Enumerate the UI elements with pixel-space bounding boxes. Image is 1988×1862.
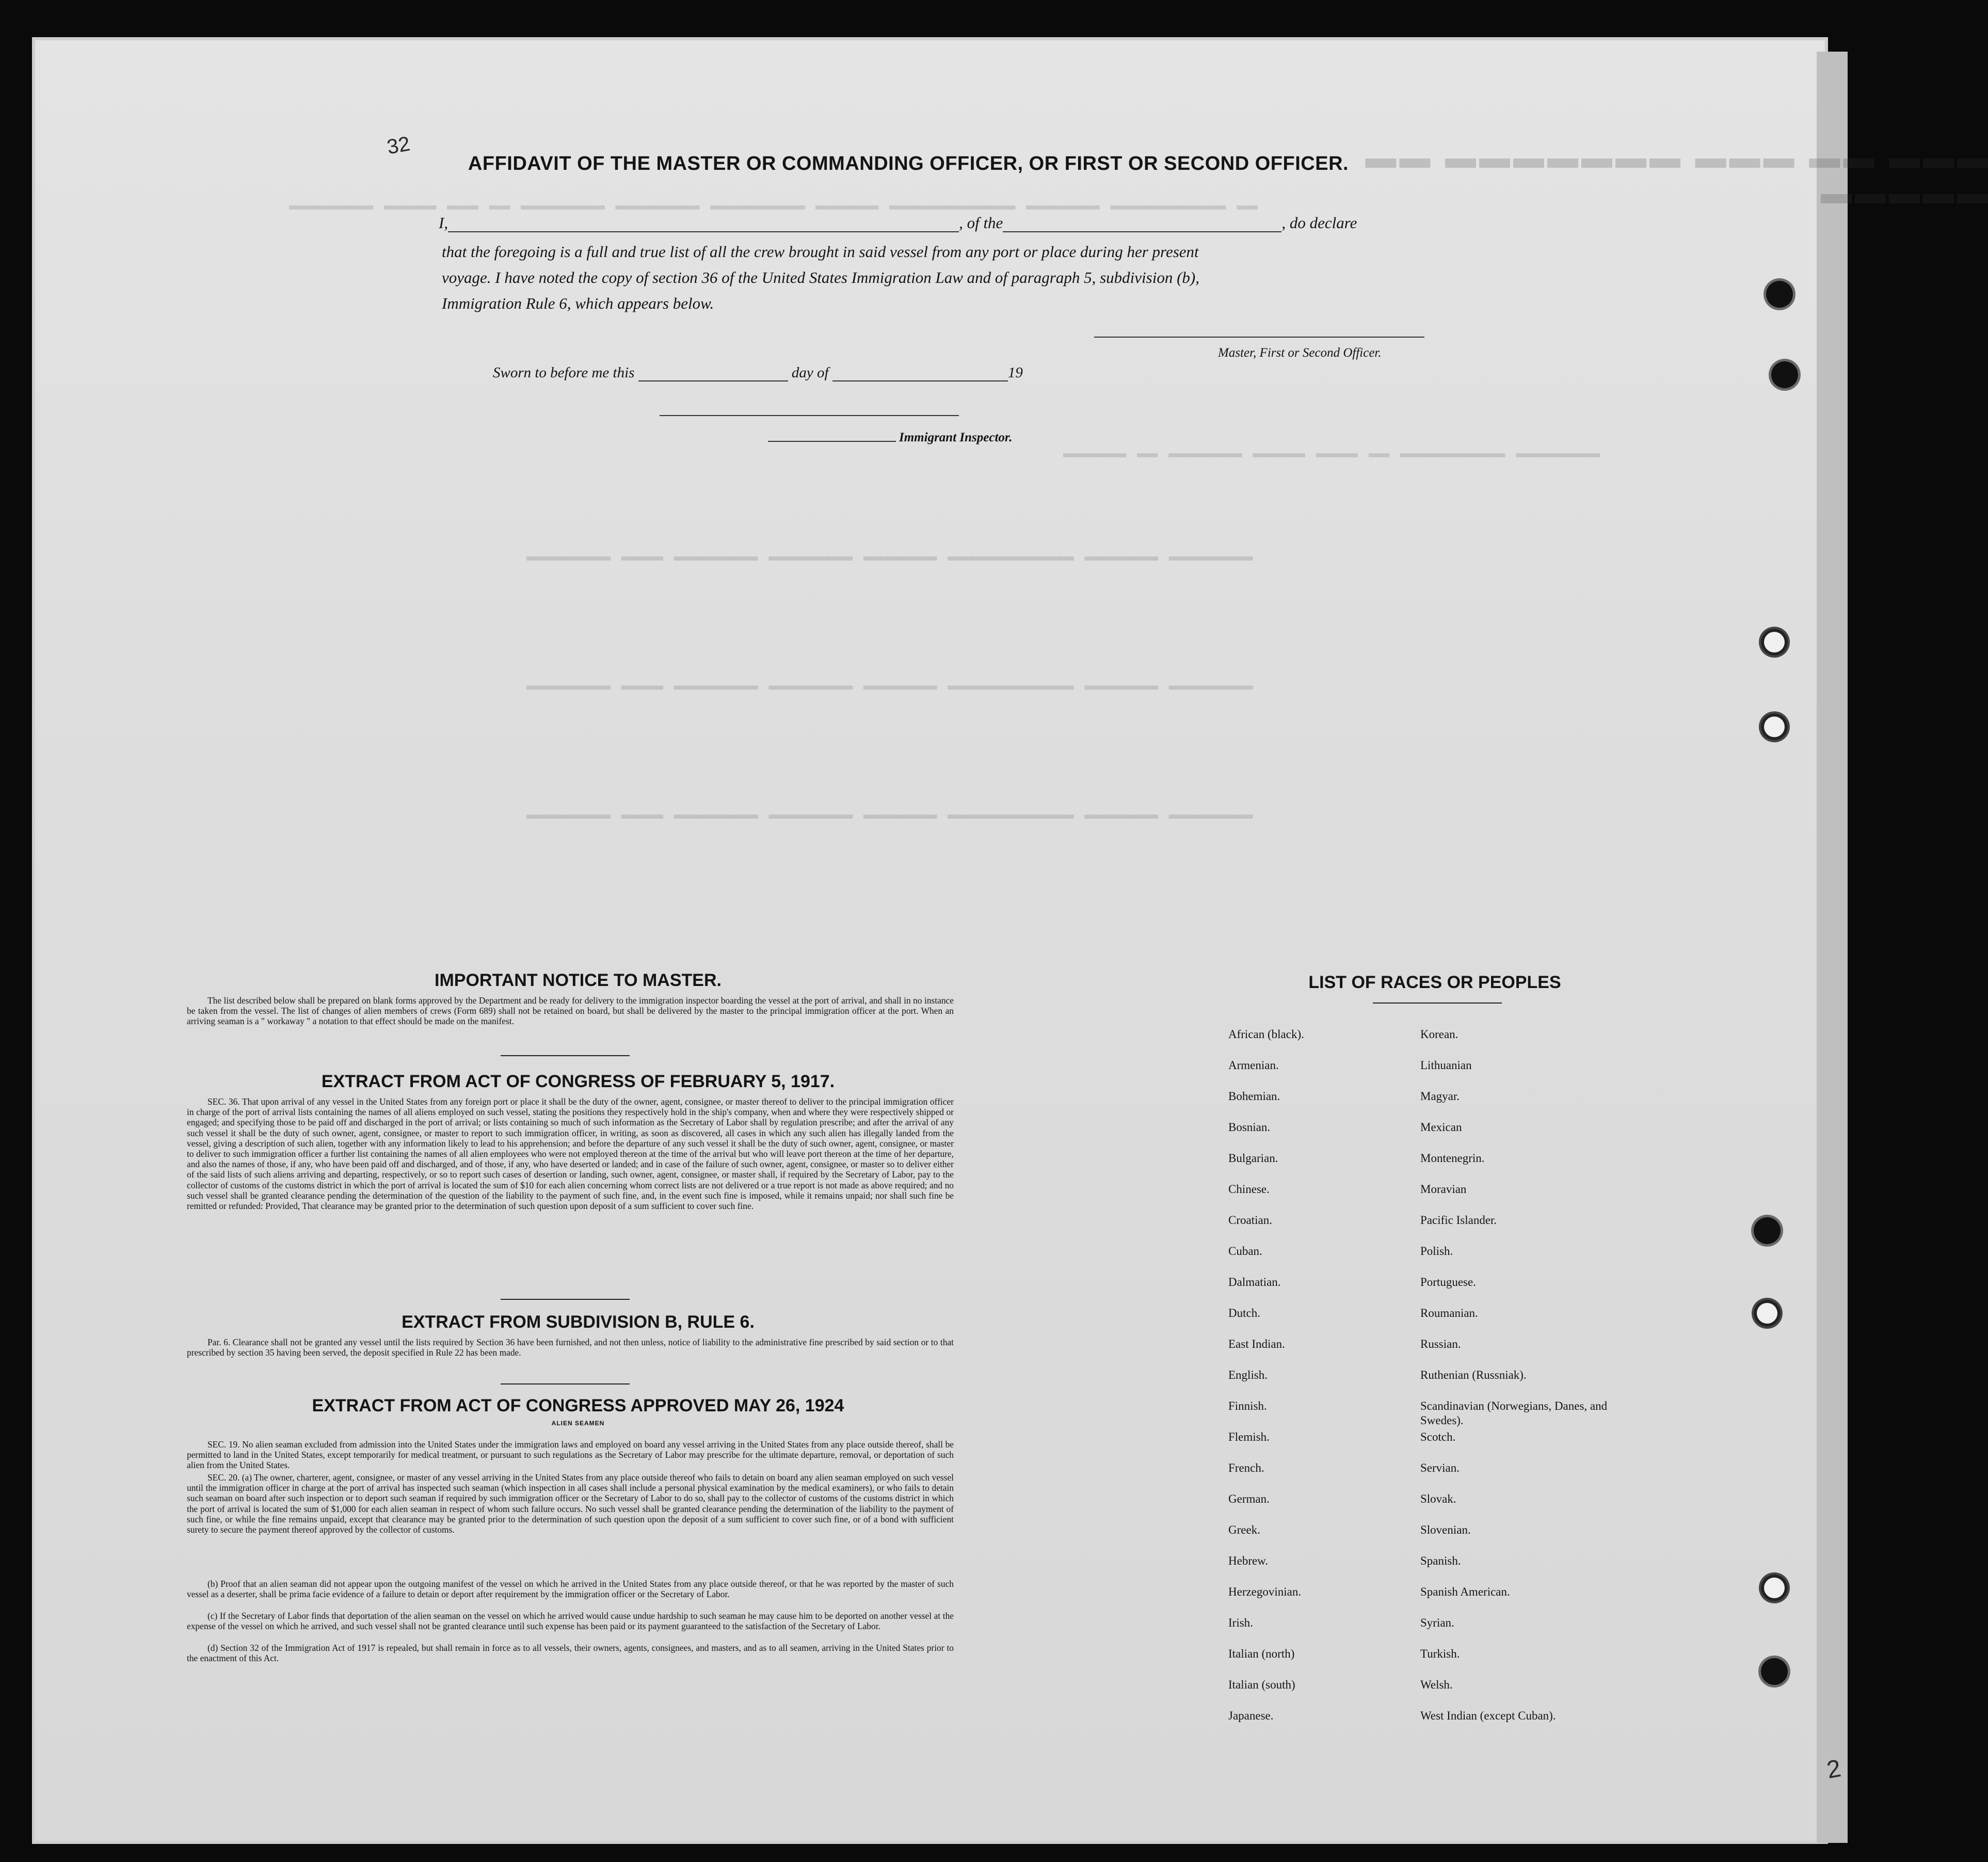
extract-1924-sec19: SEC. 19. No alien seaman excluded from admission into the United States under the immigration laws and employed on board any vessel arriving in the United States from any place outside thereof, shall be permitted to land in the United States, except temporarily for medical treatment, or pursuant to such regulations as the Secretary of Labor may prescribe for the ultimate departure, removal, or deportation of such alien from the United States. — [187, 1439, 954, 1471]
affidavit-line-2: that the foregoing is a full and true list of all the crew brought in said vessel from any port or place during her present — [442, 243, 1199, 261]
race-item: Welsh. — [1420, 1678, 1453, 1691]
section-divider — [501, 1383, 630, 1384]
section-divider — [501, 1299, 630, 1300]
extract-1924-sec20b: (b) Proof that an alien seaman did not appear upon the outgoing manifest of the vessel on which he arrived in the United States from any place outside thereof, or that he was reported by the master of such vessel as a deserter, shall be prima facie evidence of a failure to detain or deport after requirement by the immigration officer or the Secretary of Labor. — [187, 1579, 954, 1600]
affidavit-line-3: voyage. I have noted the copy of section 36 of the United States Immigration Law and of paragraph 5, subdivision (b), — [442, 268, 1199, 287]
race-item: Spanish American. — [1420, 1585, 1510, 1598]
race-item: Montenegrin. — [1420, 1152, 1485, 1165]
binder-hole — [1754, 1300, 1781, 1327]
race-item: Scotch. — [1420, 1430, 1456, 1443]
name-blank[interactable] — [448, 231, 959, 232]
sworn-text: day of — [791, 364, 829, 381]
section-divider — [501, 1055, 630, 1056]
binder-hole — [1761, 713, 1788, 740]
race-item: Polish. — [1420, 1245, 1453, 1258]
race-item: Ruthenian (Russniak). — [1420, 1368, 1527, 1381]
race-item: Spanish. — [1420, 1554, 1461, 1567]
race-item: Servian. — [1420, 1461, 1460, 1474]
vessel-blank[interactable] — [1003, 231, 1281, 232]
binder-hole — [1754, 1217, 1781, 1244]
bleed-through-line: ▬▬▬▬▬▬▬▬ ▬▬▬▬▬ ▬▬▬ ▬▬ ▬▬▬▬▬▬▬▬ ▬▬▬▬▬▬▬▬ ▬▬▬▬▬▬▬▬▬ ▬▬▬▬▬▬ ▬▬▬▬▬▬▬▬▬▬▬▬ ▬▬▬▬▬▬▬ ▬▬▬▬▬▬▬▬▬▬▬ ▬▬ — [289, 196, 1258, 216]
affidavit-line-text: , do declare — [1281, 214, 1357, 232]
race-item: Bosnian. — [1228, 1121, 1271, 1134]
affidavit-title: AFFIDAVIT OF THE MASTER OR COMMANDING OFFICER, OR FIRST OR SECOND OFFICER. — [468, 153, 1349, 174]
binder-hole — [1761, 1574, 1788, 1601]
race-item: Slovak. — [1420, 1492, 1456, 1505]
subdivision-text: Par. 6. Clearance shall not be granted any vessel until the lists required by Section 36 have been furnished, and not then unless, notice of liability to the administrative fine prescribed by said section or to that prescribed by section 35 having been served, the deposit specified in Rule 22 has been made. — [187, 1337, 954, 1358]
race-item: Lithuanian — [1420, 1059, 1472, 1072]
affidavit-line-text: , of the — [959, 214, 1003, 232]
inspector-name-line[interactable] — [768, 441, 896, 442]
sworn-year: 19 — [1007, 364, 1023, 381]
race-item: Dutch. — [1228, 1307, 1260, 1319]
race-item: Croatian. — [1228, 1214, 1272, 1227]
bleed-through-row: ▬▬▬▬▬▬▬▬ ▬▬▬▬ ▬▬▬▬▬▬▬▬ ▬▬▬▬▬▬▬▬ ▬▬▬▬▬▬▬ ▬▬▬▬▬▬▬▬▬▬▬▬ ▬▬▬▬▬▬▬ ▬▬▬▬▬▬▬▬ — [526, 805, 1253, 825]
race-item: Pacific Islander. — [1420, 1214, 1497, 1227]
binder-hole — [1761, 629, 1788, 656]
extract-1917-title: EXTRACT FROM ACT OF CONGRESS OF FEBRUARY 5, 1917. — [321, 1072, 835, 1091]
race-item: Finnish. — [1228, 1399, 1267, 1412]
race-item: Irish. — [1228, 1616, 1253, 1629]
race-item: Greek. — [1228, 1523, 1260, 1536]
race-item: Bohemian. — [1228, 1090, 1280, 1103]
officer-signature-label: Master, First or Second Officer. — [1218, 346, 1382, 360]
race-item: German. — [1228, 1492, 1270, 1505]
race-item: Turkish. — [1420, 1647, 1460, 1660]
race-item: West Indian (except Cuban). — [1420, 1709, 1556, 1722]
extract-1924-title: EXTRACT FROM ACT OF CONGRESS APPROVED MAY 26, 1924 — [312, 1396, 844, 1415]
binder-hole — [1766, 281, 1793, 308]
extract-1924-subtitle: ALIEN SEAMEN — [551, 1420, 605, 1427]
races-right-column — [1420, 1027, 1616, 1740]
race-item: Armenian. — [1228, 1059, 1279, 1072]
sheet-edge — [1817, 52, 1848, 1843]
bleed-through-row: ▬▬▬▬▬▬▬▬ ▬▬▬▬ ▬▬▬▬▬▬▬▬ ▬▬▬▬▬▬▬▬ ▬▬▬▬▬▬▬ ▬▬▬▬▬▬▬▬▬▬▬▬ ▬▬▬▬▬▬▬ ▬▬▬▬▬▬▬▬ — [526, 547, 1253, 567]
sworn-text: Sworn to before me this — [493, 364, 635, 381]
inspector-signature-line[interactable] — [660, 415, 959, 416]
binder-hole — [1761, 1658, 1788, 1685]
affidavit-line-text: I, — [439, 214, 448, 232]
race-item: English. — [1228, 1368, 1268, 1381]
extract-1917-text: SEC. 36. That upon arrival of any vessel in the United States from any foreign port or place it shall be the duty of the owner, agent, consignee, or master thereof to deliver to the principal immigration officer in charge of the port of arrival lists containing the names of all aliens employed on such vessel, stating the positions they respectively hold in the ship's company, when and where they were respectively shipped or engaged; and specifying those to be paid off and discharged in the port of arrival; or lists containing so much of such information as the Secretary of Labor shall by regulation prescribe; and after the arrival of any such vessel it shall be the duty of such owner, agent, consignee, or master to report to such immigration officer, in writing, as soon as discovered, all cases in which any such alien has illegally landed from the vessel, giving a description of such alien, together with any information likely to lead to his apprehension; and before the departure of any such vessel it shall be the duty of such owner, agent, consignee, or master to deliver to such immigration officer a further list containing the names of all alien employees who were not employed thereon at the time of the arrival but who will leave port thereon at the time of her departure, and also the names of those, if any, who have been paid off and discharged, and of those, if any, who have deserted or landed; and in case of the failure of such owner, agent, consignee, or master so to deliver either of the said lists of such aliens arriving and departing, respectively, or so to report such cases of desertion or landing, such owner, agent, consignee, or master shall, if required by the Secretary of Labor, pay to the collector of customs of the customs district in which the port of arrival is located the sum of $10 for each alien concerning whom correct lists are not delivered or a true report is not made as above required; and no such vessel shall be granted clearance pending the determination of the question of the liability to the payment of such fine, and, in the event such fine is imposed, while it remains unpaid; nor shall such fine be remitted or refunded: Provided, That clearance may be granted prior to the determination of such question upon deposit of a sum sufficient to cover such fine. — [187, 1096, 954, 1212]
bleed-through-row: ▬▬▬▬▬▬ ▬▬ ▬▬▬▬▬▬▬ ▬▬▬▬▬ ▬▬▬▬ ▬▬ ▬▬▬▬▬▬▬▬▬▬ ▬▬▬▬▬▬▬▬ — [1063, 444, 1600, 464]
race-item: Cuban. — [1228, 1245, 1262, 1258]
race-item: Syrian. — [1420, 1616, 1454, 1629]
races-title: LIST OF RACES OR PEOPLES — [1308, 973, 1561, 992]
race-item: Roumanian. — [1420, 1307, 1478, 1319]
race-item: Magyar. — [1420, 1090, 1460, 1103]
binder-hole — [1771, 361, 1798, 388]
notice-text: The list described below shall be prepared on blank forms approved by the Department and be ready for delivery to the immigration inspector boarding the vessel at the port of arrival, and shall in no instance be taken from the vessel. The list of changes of alien members of crews (Form 689) shall not be retained on board, but shall be delivered by the master to the principal immigration officer at the port. When an arriving seaman is a " workaway " a notation to that effect should be made on the manifest. — [187, 995, 954, 1027]
race-item: African (black). — [1228, 1028, 1304, 1041]
extract-1924-sec20d: (d) Section 32 of the Immigration Act of 1917 is repealed, but shall remain in force as to all vessels, their owners, agents, consignees, and masters, and as to all seamen, arriving in the United States prior to the enactment of this Act. — [187, 1643, 954, 1664]
sworn-month-blank[interactable] — [832, 380, 1008, 381]
race-item: Italian (south) — [1228, 1678, 1295, 1691]
race-item: Chinese. — [1228, 1183, 1270, 1196]
extract-1924-sec20c: (c) If the Secretary of Labor finds that deportation of the alien seaman on the vessel on which he arrived would cause undue hardship to such seaman he may cause him to be deported on another vessel at the expense of the vessel on which he arrived, and such vessel shall not be granted clearance until such expense has been paid or its payment guaranteed to the satisfaction of the Secretary of Labor. — [187, 1611, 954, 1632]
race-item: Herzegovinian. — [1228, 1585, 1302, 1598]
race-item: East Indian. — [1228, 1338, 1285, 1350]
race-item: Slovenian. — [1420, 1523, 1471, 1536]
handwritten-mark-top-left: 32 — [385, 132, 412, 159]
sworn-day-blank[interactable] — [638, 380, 788, 381]
race-item: Korean. — [1420, 1028, 1458, 1041]
race-item: Italian (north) — [1228, 1647, 1295, 1660]
affidavit-line-4: Immigration Rule 6, which appears below. — [442, 294, 714, 312]
races-divider — [1373, 1002, 1502, 1004]
race-item: Flemish. — [1228, 1430, 1270, 1443]
extract-1924-sec20a: SEC. 20. (a) The owner, charterer, agent, consignee, or master of any vessel arriving in the United States from any place outside thereof who fails to detain on board any alien seaman employed on such vessel until the immigration officer in charge at the port of arrival has inspected such seaman (which inspection in all cases shall include a personal physical examination by the medical examiners), or who fails to detain such seaman on board after such inspection or to deport such seaman if required by such immigration officer or the Secretary of Labor to do so, shall pay to the collector of customs of the customs district in which the port of arrival is located the sum of $1,000 for each alien seaman in respect of whom such failure occurs. No such vessel shall be granted clearance pending the determination of the liability to the payment of such fine, or while the fine remains unpaid, except that clearance may be granted prior to the determination of such question upon the deposit of a sum sufficient to cover such fine, or of a bond with sufficient surety to secure the payment thereof approved by the collector of customs. — [187, 1472, 954, 1535]
sworn-line — [493, 364, 1023, 381]
race-item: French. — [1228, 1461, 1264, 1474]
bleed-through-row: ▬▬▬▬▬▬▬▬ ▬▬▬▬ ▬▬▬▬▬▬▬▬ ▬▬▬▬▬▬▬▬ ▬▬▬▬▬▬▬ ▬▬▬▬▬▬▬▬▬▬▬▬ ▬▬▬▬▬▬▬ ▬▬▬▬▬▬▬▬ — [526, 676, 1253, 696]
race-item: Dalmatian. — [1228, 1276, 1281, 1288]
races-left-column — [1228, 1027, 1399, 1740]
inspector-label: Immigrant Inspector. — [899, 431, 1013, 444]
race-item: Moravian — [1420, 1183, 1467, 1196]
notice-title: IMPORTANT NOTICE TO MASTER. — [435, 970, 722, 990]
officer-signature-line[interactable] — [1094, 337, 1424, 338]
race-item: Japanese. — [1228, 1709, 1274, 1722]
handwritten-mark-bottom-right: 2 — [1824, 1755, 1843, 1784]
affidavit-declaration-line — [439, 214, 1357, 232]
race-item: Mexican — [1420, 1121, 1462, 1134]
race-item: Portuguese. — [1420, 1276, 1476, 1288]
race-item: Bulgarian. — [1228, 1152, 1278, 1165]
race-item: Scandinavian (Norwegians, Danes, and Swedes). — [1420, 1399, 1608, 1427]
bleed-through-title: ▬▬▬ ▬▬ ▬▬▬ ▬▬▬▬▬▬▬ ▬▬ ▬▬▬▬▬ — [1362, 140, 1988, 210]
race-item: Hebrew. — [1228, 1554, 1269, 1567]
subdivision-title: EXTRACT FROM SUBDIVISION B, RULE 6. — [402, 1312, 755, 1332]
race-item: Russian. — [1420, 1338, 1461, 1350]
